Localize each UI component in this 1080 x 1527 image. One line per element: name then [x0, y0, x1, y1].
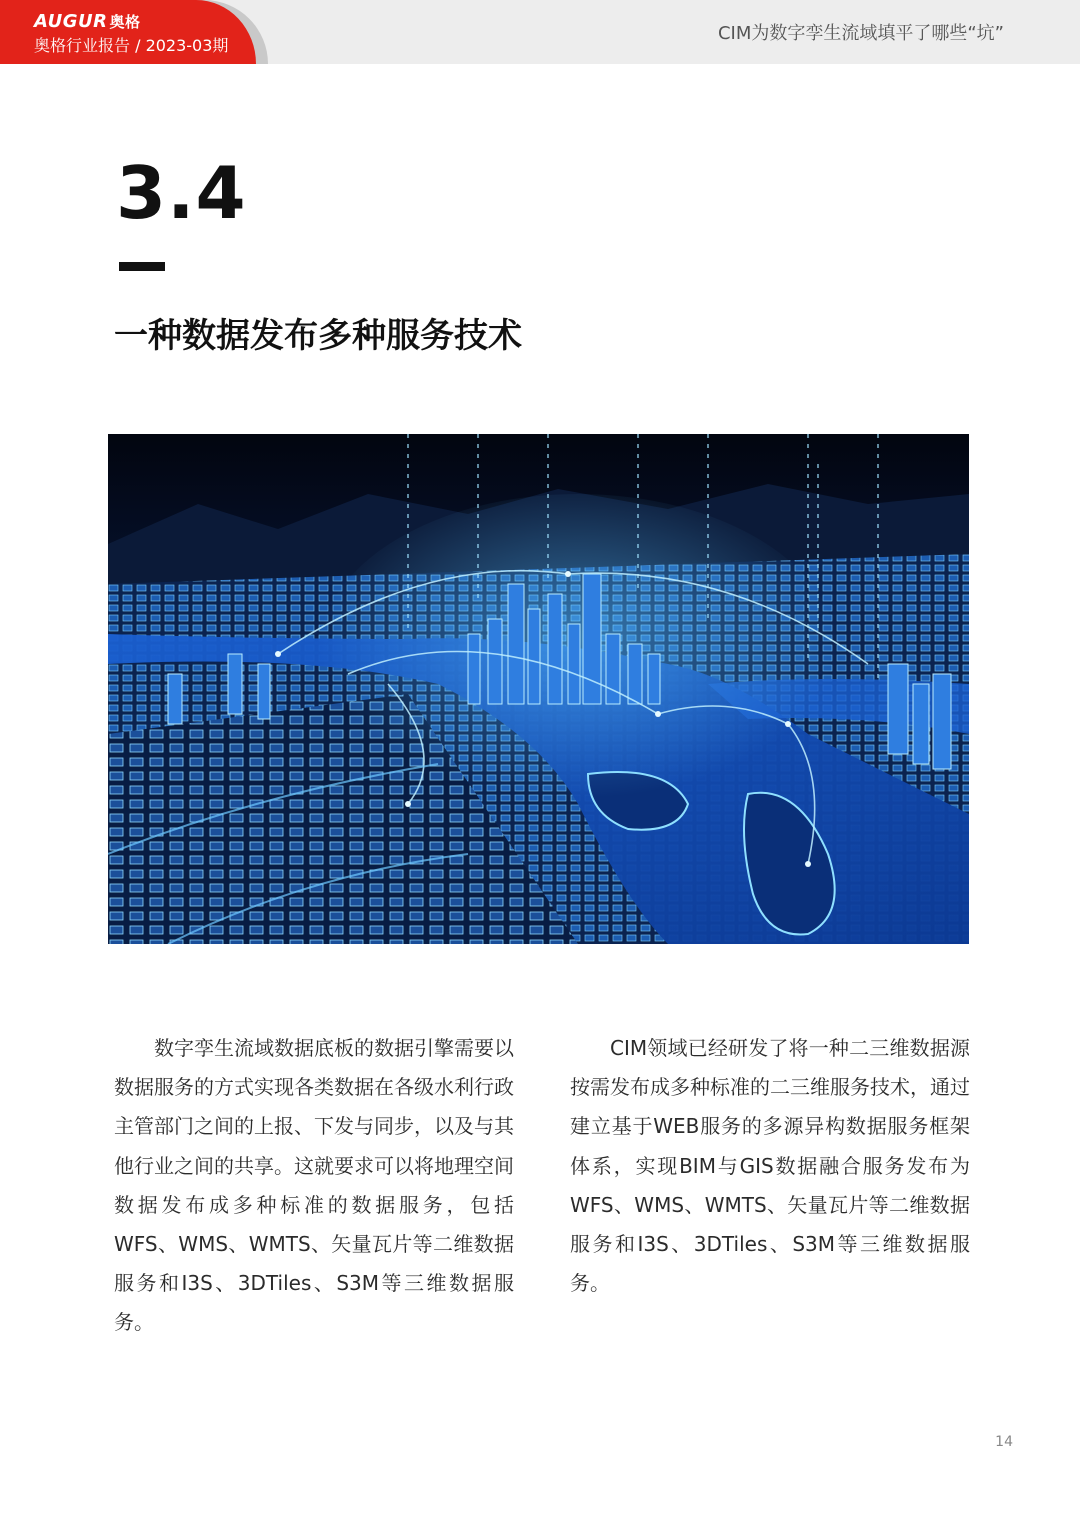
section-title: 一种数据发布多种服务技术 — [114, 316, 522, 356]
section-number: 3.4 — [116, 151, 247, 235]
body-paragraph-right: CIM领域已经研发了将一种二三维数据源按需发布成多种标准的二三维服务技术，通过建立基于WEB服务的多源异构数据服务框架体系，实现BIM与GIS数据融合服务发布为WFS、WMS、WMTS、矢量瓦片等二维数据服务和I3S、3DTiles、S3M等三维数据服务。 — [570, 1036, 970, 1296]
report-issue: 奥格行业报告 / 2023-03期 — [34, 36, 229, 55]
report-title: CIM为数字孪生流域填平了哪些“坑” — [717, 23, 1004, 44]
body-paragraph-left: 数字孪生流域数据底板的数据引擎需要以数据服务的方式实现各类数据在各级水利行政主管部门之间的上报、下发与同步，以及与其他行业之间的共享。这就要求可以将地理空间数据发布成多种标准的数据服务，包括WFS、WMS、WMTS、矢量瓦片等二维数据服务和I3S、3DTiles、S3M等三维数据服务。 — [114, 1036, 514, 1335]
digital-twin-city-image — [108, 434, 969, 944]
section-divider — [119, 262, 165, 271]
brand-logo — [34, 11, 141, 33]
page-number: 14 — [995, 1434, 1013, 1450]
brand-logo-en: AUGUR — [34, 11, 108, 32]
brand-logo-cn: 奥格 — [109, 13, 141, 31]
